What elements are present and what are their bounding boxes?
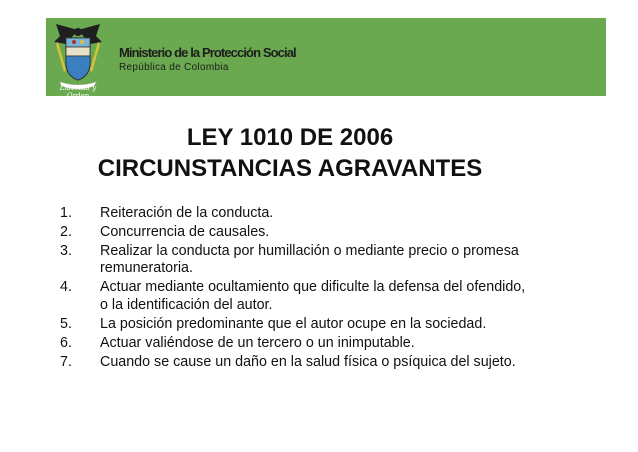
item-text: Realizar la conducta por humillación o mediante precio o promesa remuneratoria. bbox=[100, 243, 519, 277]
item-number: 2. bbox=[60, 224, 72, 240]
aggravating-circumstances-list bbox=[60, 205, 530, 373]
page-title bbox=[0, 122, 580, 184]
republic-name: República de Colombia bbox=[119, 62, 229, 73]
item-number: 6. bbox=[60, 334, 72, 351]
item-number: 1. bbox=[60, 205, 72, 221]
list-item bbox=[60, 316, 530, 333]
item-text: Concurrencia de causales. bbox=[100, 224, 270, 240]
item-text: Reiteración de la conducta. bbox=[100, 205, 274, 221]
list-item bbox=[60, 205, 530, 222]
item-number: 5. bbox=[60, 315, 72, 332]
list-item bbox=[60, 354, 530, 371]
item-text: Actuar mediante ocultamiento que dificulte la defensa del ofendido, o la identificación del autor. bbox=[100, 279, 526, 313]
title-line-2: CIRCUNSTANCIAS AGRAVANTES bbox=[97, 155, 483, 182]
item-text: Actuar valiéndose de un tercero o un inimputable. bbox=[100, 334, 415, 351]
ministry-name: Ministerio de la Protección Social bbox=[119, 45, 296, 60]
item-text: La posición predominante que el autor ocupe en la sociedad. bbox=[100, 315, 487, 332]
list-item bbox=[60, 243, 530, 278]
list-item bbox=[60, 335, 530, 352]
motto-text: Libertad y Orden bbox=[59, 84, 97, 100]
list-item bbox=[60, 279, 530, 314]
item-text: Cuando se cause un daño en la salud física o psíquica del sujeto. bbox=[100, 353, 516, 370]
item-number: 7. bbox=[60, 353, 72, 370]
item-number: 4. bbox=[60, 279, 72, 296]
title-line-1: LEY 1010 DE 2006 bbox=[186, 124, 394, 151]
list-item bbox=[60, 224, 530, 241]
item-number: 3. bbox=[60, 243, 72, 259]
